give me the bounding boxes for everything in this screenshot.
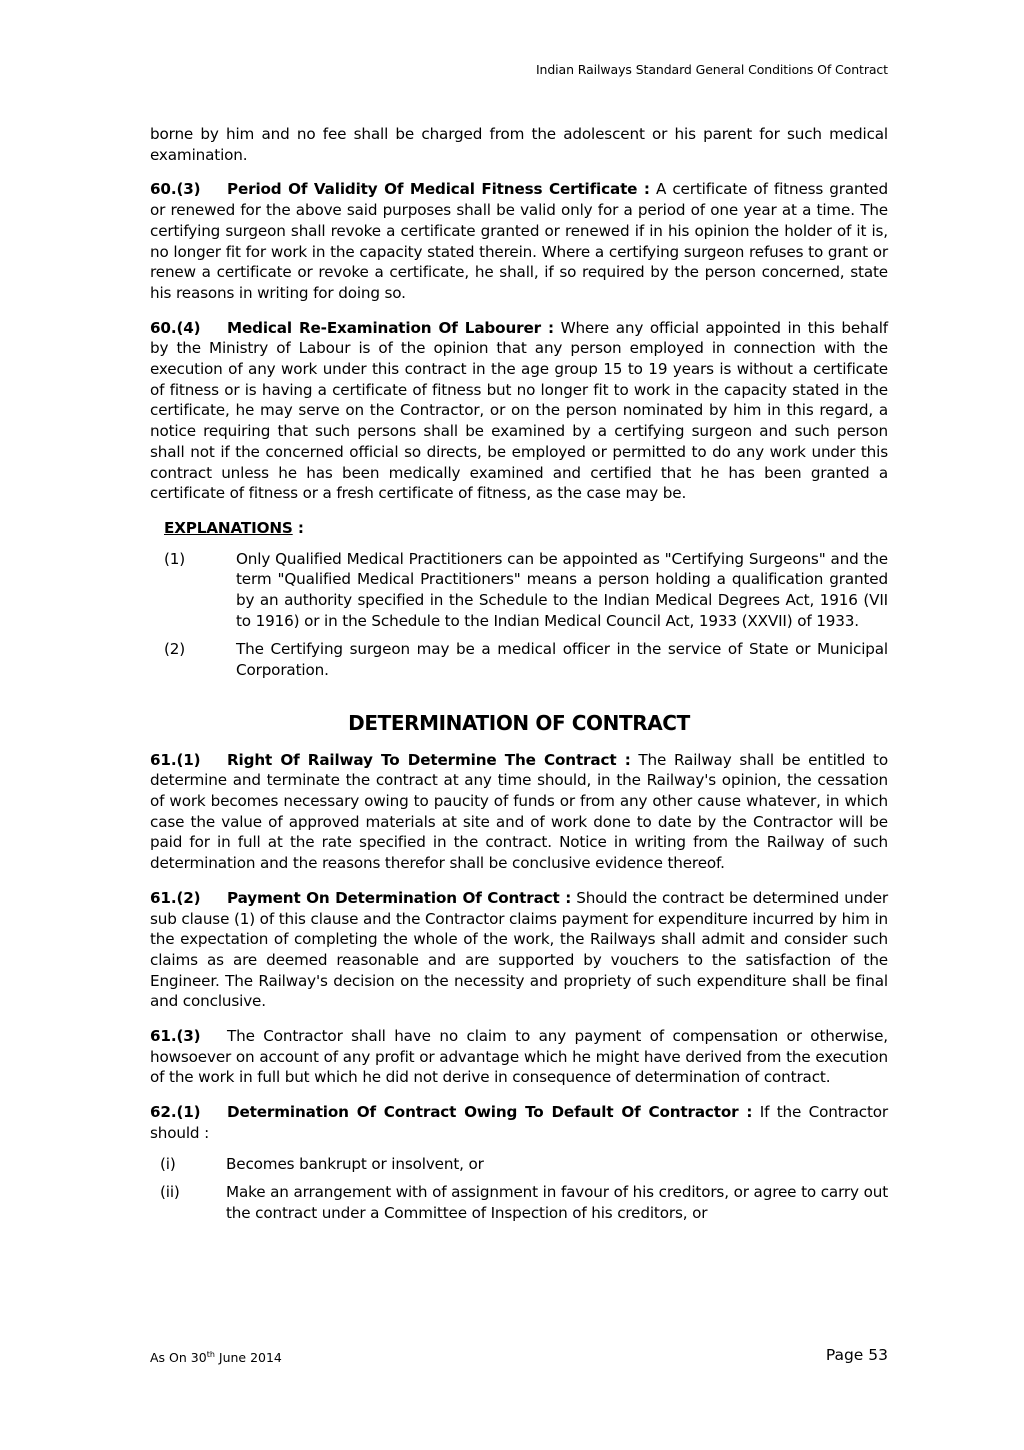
clause-text: The Railway shall be entitled to determine and terminate the contract at any time should, in the Railway's opinion, the cessation of work becomes necessary owing to paucity of funds or from any other cause whatever, in which case the value of approved materials at site and of work done to date by the Contractor will be paid for in full at the rate specified in the contract. Notice in writing from the Railway of such determination and the reasons therefor shall be conclusive evidence thereof.: [150, 750, 888, 873]
explanations-colon: :: [297, 518, 304, 537]
list-text: Only Qualified Medical Practitioners can be appointed as "Certifying Surgeons" and the term "Qualified Medical Practitioners" means a person holding a qualification granted by an authority specified in the Schedule to the Indian Medical Degrees Act, 1916 (VII to 1916) or in the Schedule to the Indian Medical Council Act, 1933 (XXVII) of 1933.: [236, 549, 888, 630]
clause-number: 61.(3): [150, 1027, 201, 1046]
explanation-item: [164, 639, 888, 680]
clause-text: The Contractor shall have no claim to any payment of compensation or otherwise, howsoever on account of any profit or advantage which he might have derived from the execution of the work in full but which he did not derive in consequence of determination of contract.: [150, 1027, 888, 1087]
clause-61-3: [150, 1026, 888, 1088]
clause-60-3: [150, 179, 888, 303]
explanation-item: [164, 549, 888, 632]
section-heading: DETERMINATION OF CONTRACT: [348, 710, 690, 735]
footer-date-prefix: As On 30: [150, 1350, 207, 1366]
clause-number: 60.(3): [150, 180, 201, 199]
clause-text: Should the contract be determined under sub clause (1) of this clause and the Contractor claims payment for expenditure incurred by him in the expectation of completing the whole of the work, the Railways shall admit and consider such claims as are deemed reasonable and are supported by vouchers to the satisfaction of the Engineer. The Railway's decision on the necessity and propriety of such expenditure shall be final and conclusive.: [150, 888, 888, 1011]
clause-title: Determination Of Contract Owing To Default Of Contractor :: [227, 1103, 753, 1122]
footer-date-suffix-ordinal: th: [206, 1350, 215, 1359]
page-number: Page 53: [825, 1346, 888, 1364]
explanations-heading: [164, 518, 888, 539]
list-text: Becomes bankrupt or insolvent, or: [226, 1154, 484, 1173]
clause-61-1: [150, 750, 888, 874]
clause-text: Where any official appointed in this behalf by the Ministry of Labour is of the opinion that any person employed in connection with the execution of any work under this contract in the age group 15 to 19 years is without a certificate of fitness or is having a certificate of fitness but no longer fit to work in the capacity stated in the certificate, he may serve on the Contractor, or on the person nominated by him in this regard, a notice requiring that such persons shall be examined by a certifying surgeon and such person shall not if the concerned official so directs, be employed or permitted to do any work under this contract unless he has been medically examined and certified that he has been granted a certificate of fitness or a fresh certificate of fitness, as the case may be.: [150, 318, 888, 503]
clause-number: 61.(2): [150, 888, 201, 907]
list-marker: (i): [160, 1154, 176, 1173]
clause-62-1: [150, 1102, 888, 1143]
continuation-paragraph: borne by him and no fee shall be charged from the adolescent or his parent for such medical examination.: [150, 125, 888, 164]
clause-number: 60.(4): [150, 318, 201, 337]
list-marker: (1): [164, 549, 186, 568]
document-body: [150, 124, 888, 1232]
clause-text: A certificate of fitness granted or renewed for the above said purposes shall be valid only for a period of one year at a time. The certifying surgeon shall revoke a certificate granted or renewed if in his opinion the holder of it is, no longer fit for work in the capacity stated therein. Where a certifying surgeon refuses to grant or renew a certificate or revoke a certificate, he shall, if so required by the person concerned, state his reasons in writing for doing so.: [150, 180, 888, 302]
page-header: Indian Railways Standard General Conditions Of Contract: [535, 62, 888, 77]
list-marker: (2): [164, 640, 186, 659]
clause-title: Period Of Validity Of Medical Fitness Certificate :: [227, 180, 650, 199]
clause-61-2: [150, 888, 888, 1012]
clause-number: 62.(1): [150, 1103, 201, 1122]
clause-title: Right Of Railway To Determine The Contract :: [227, 750, 631, 769]
list-text: The Certifying surgeon may be a medical officer in the service of State or Municipal Corporation.: [236, 640, 888, 680]
clause-60-4: [150, 318, 888, 504]
list-marker: (ii): [160, 1183, 180, 1202]
clause-text: If the Contractor should :: [150, 1103, 888, 1142]
footer-date-rest: June 2014: [214, 1350, 282, 1366]
clause-title: Medical Re-Examination Of Labourer :: [227, 318, 554, 337]
list-text: Make an arrangement with of assignment in favour of his creditors, or agree to carry out the contract under a Committee of Inspection of his creditors, or: [226, 1183, 888, 1222]
clause-title: Payment On Determination Of Contract :: [227, 888, 572, 907]
default-condition-item: [160, 1154, 888, 1175]
clause-number: 61.(1): [150, 750, 201, 769]
explanations-label: EXPLANATIONS: [164, 518, 293, 537]
footer-date: [150, 1350, 282, 1365]
default-condition-item: [160, 1182, 888, 1223]
